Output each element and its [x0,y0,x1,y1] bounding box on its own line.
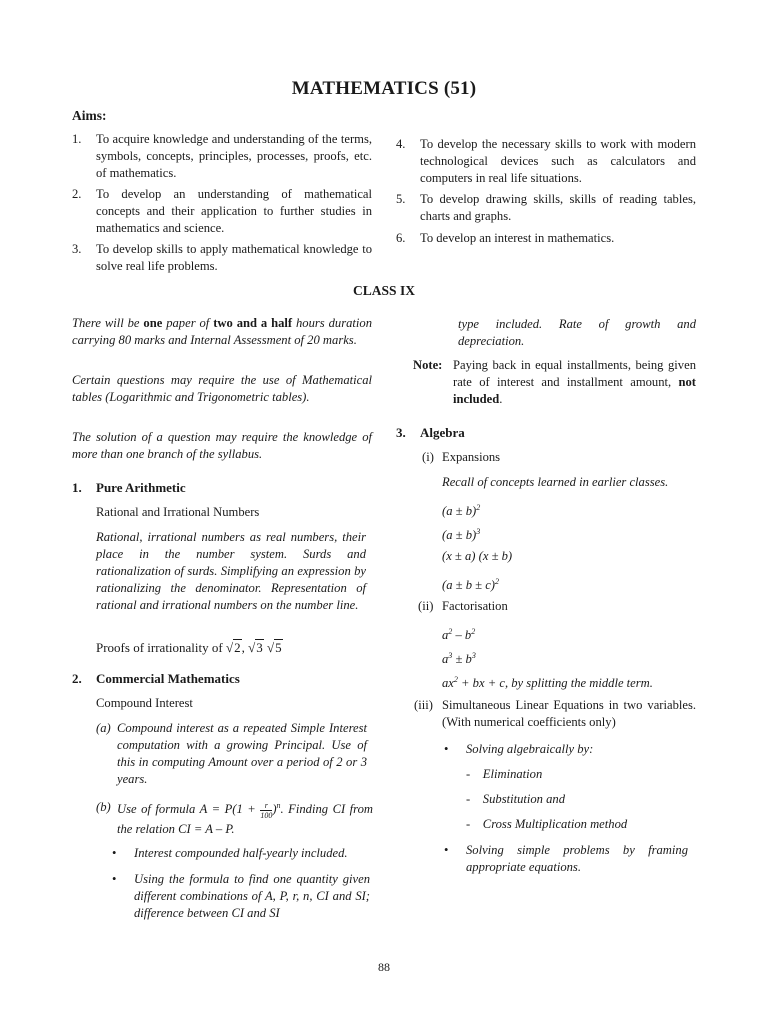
subsection-label-iii: (iii) [414,698,433,712]
expansion-4 [442,573,499,594]
factor-exponent: 2 [448,627,453,636]
aim-text: To develop drawing skills, skills of reading tables, charts and graphs. [420,192,696,223]
section-title: Pure Arithmetic [96,480,186,495]
formula-fraction [260,801,272,820]
page-title: MATHEMATICS (51) [291,78,477,99]
bullet-dot: • [444,843,449,857]
factorisation-2 [442,647,476,668]
aims-heading: Aims: [72,108,107,123]
aim-text: To acquire knowledge and understanding of the terms, symbols, concepts, principles, processes, proofs, etc. of mathematics. [96,132,372,180]
intro-bold: two and a half [213,316,293,330]
bullet-dot: • [112,872,117,886]
expansions-recall: Recall of concepts learned in earlier classes. [442,475,669,489]
dash-text: Substitution and [482,792,566,806]
note-end: . [499,392,503,406]
intro-bold: one [143,316,163,330]
expansion-1 [442,499,480,520]
note-label: Note: [413,358,443,372]
expansion-base: (a ± b) [442,528,477,543]
formula-part: A = P(1 + [199,802,261,817]
item-label-b: (b) [96,800,111,814]
aim-text: To develop an understanding of mathematical concepts and their application to further studies in mathematics and science. [96,187,372,235]
intro-text: hours duration carrying 80 marks and Internal Assessment of 20 marks. [72,316,372,347]
expansion-base: (a ± b ± c) [442,578,495,593]
subsection-title-expansions: Expansions [442,450,501,464]
subsection-title-linear-equations: Simultaneous Linear Equations in two variables. (With numerical coefficients only) [442,698,696,729]
aim-text: To develop skills to apply mathematical knowledge to solve real life problems. [96,242,372,273]
item-text-a: Compound interest as a repeated Simple Interest computation with a growing Principal. Use of this in computing Amount over a period of 2 or 3 years. [117,721,367,786]
factorisation-3 [442,671,653,692]
section-title: Commercial Mathematics [96,671,240,686]
subsection-label-i: (i) [422,450,434,464]
bullet-text: Interest compounded half-yearly included. [134,846,348,860]
subsection-label-ii: (ii) [418,599,434,613]
factor-exponent: 2 [453,675,458,684]
factor-term: a [442,628,449,643]
factor-term: + bx + c, by splitting the middle term. [457,676,653,691]
section-title: Algebra [420,425,465,440]
bullet-dot: • [112,846,117,860]
note-bold: not included [453,375,696,406]
aim-number: 5. [396,192,406,206]
item-label-a: (a) [96,721,111,735]
factor-exponent: 2 [471,627,476,636]
sqrt-2: √2 [225,640,241,655]
factor-term: ± b [452,652,472,667]
fraction-numerator: r [260,801,272,811]
page-number: 88 [378,960,390,974]
expansion-2 [442,523,480,544]
bullet-text: Solving algebraically by: [466,742,594,756]
aim-number: 6. [396,231,406,245]
formula-outro: . Finding CI from the relation CI = A – P. [117,802,374,836]
expansion-exponent: 2 [476,503,481,512]
expansion-exponent: 3 [476,527,481,536]
factor-term: ax [442,676,454,691]
dash-item-cross-multiplication: - Cross Multiplication method [466,817,628,831]
expansion-base: (a ± b) [442,504,477,519]
dash-item-elimination: - Elimination [466,767,543,781]
expansion-3: (x ± a) (x ± b) [442,549,513,563]
subsection-title-factorisation: Factorisation [442,599,508,613]
radicand: 5 [275,640,282,655]
factor-term: a [442,652,449,667]
dash-text: Cross Multiplication method [482,817,628,831]
bullet-text: Solving simple problems by framing appropriate equations. [466,843,688,874]
factorisation-1 [442,623,475,644]
bullet-text: Using the formula to find one quantity given different combinations of A, P, r, n, CI and SI; difference between CI and SI [134,872,370,920]
expansion-exponent: 2 [495,577,499,586]
dash-text: Elimination [482,767,543,781]
bullet-continuation: type included. Rate of growth and depreciation. [458,317,696,348]
subsection-rational-numbers: Rational and Irrational Numbers [96,505,260,519]
intro-paragraph-1 [72,315,372,349]
formula-exponent: n [276,801,281,810]
note-text [453,357,696,408]
subsection-compound-interest: Compound Interest [96,696,193,710]
aim-text: To develop an interest in mathematics. [420,231,615,245]
factor-exponent: 3 [448,651,453,660]
radicand: 3 [256,640,263,655]
radicand: 2 [234,640,241,655]
note-body: Paying back in equal installments, being given rate of interest and installment amount, [453,358,696,389]
aim-number: 1. [72,132,82,146]
section-number: 2. [72,671,82,686]
fraction-denominator: 100 [260,810,273,820]
intro-paragraph-2: Certain questions may require the use of Mathematical tables (Logarithmic and Trigonometric tables). [72,373,372,404]
aim-number: 4. [396,137,406,151]
aim-text: To develop the necessary skills to work with modern technological devices such as calculators and computers in real life situations. [420,137,696,185]
proofs-of-irrationality: Proofs of irrationality of √2, √3 √5 [96,640,282,655]
sqrt-3: √3 [248,640,263,655]
section-number: 3. [396,425,406,440]
class-heading: CLASS IX [353,283,415,298]
section-number: 1. [72,480,82,495]
formula-intro: Use of formula [117,802,200,817]
aim-number: 3. [72,242,82,256]
rational-numbers-body: Rational, irrational numbers as real numbers, their place in the number system. Surds and rationalization of surds. Simplifying an expression by rationalizing the denominator. Representation of rational and irrational numbers on the number line. [96,530,366,612]
dash-item-substitution: - Substitution and [466,792,566,806]
proofs-label: Proofs of irrationality of [96,640,226,655]
item-text-b [117,796,373,839]
intro-text: There will be [72,316,144,330]
intro-text: paper of [162,316,214,330]
aim-number: 2. [72,187,82,201]
bullet-dot: • [444,742,449,756]
factor-exponent: 3 [471,651,476,660]
formula-part: ) [272,802,277,817]
sqrt-5: √5 [267,640,282,655]
factor-term: – b [452,628,472,643]
intro-paragraph-3: The solution of a question may require the knowledge of more than one branch of the syllabus. [72,430,372,461]
